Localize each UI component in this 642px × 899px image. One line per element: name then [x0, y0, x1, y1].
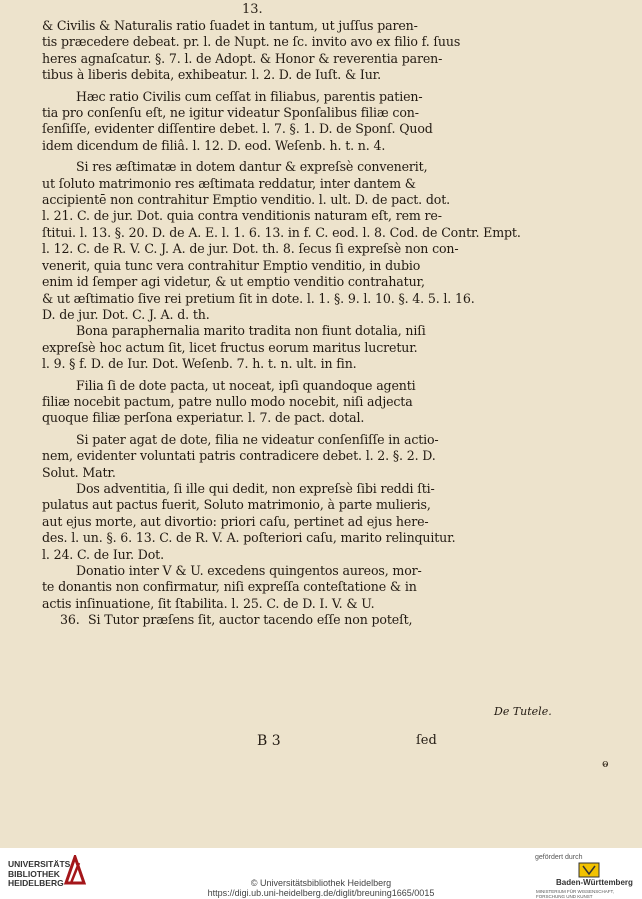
text-line: filiæ nocebit pactum, patre nullo modo nocebit, niſi adjecta [42, 393, 413, 409]
text-line: Filia ſi de dote pacta, ut noceat, ipſi quandoque agenti [76, 377, 416, 393]
text-line: & Civilis & Naturalis ratio ſuadet in tantum, ut juſſus paren- [42, 18, 418, 33]
text-line: l. 24. C. de Iur. Dot. [42, 546, 164, 562]
text-line: aut ejus morte, aut divortio: priori caſu, pertinet ad ejus here- [42, 513, 429, 529]
text-line: venerit, quia tunc vera contrahitur Emptio venditio, in dubio [42, 257, 421, 273]
text-line: ut ſoluto matrimonio res æſtimata reddatur, inter dantem & [42, 175, 416, 191]
sponsor-name: Baden-Württemberg [556, 878, 633, 887]
text-line: Si pater agat de dote, filia ne videatur conſenſiſſe in actio- [76, 431, 439, 447]
source-url[interactable]: https://digi.ub.uni-heidelberg.de/diglit/breuning1665/0015 [207, 888, 435, 898]
paragraph-text: Si Tutor præſens ſit, auctor tacendo eſſe non poteſt, [88, 612, 413, 628]
text-line: tis præcedere debeat. pr. l. de Nupt. ne ſc. invito avo ex filio f. ſuus [42, 34, 461, 50]
text-line: Hæc ratio Civilis cum ceſſat in filiabus, parentis patien- [76, 88, 423, 104]
text-line: Bona paraphernalia marito tradita non fiunt dotalia, niſi [76, 323, 426, 339]
text-line: l. 21. C. de jur. Dot. quia contra venditionis naturam eſt, rem re- [42, 208, 442, 224]
text-line: des. l. un. §. 6. 13. C. de R. V. A. poſteriori caſu, marito relinquitur. [42, 530, 456, 546]
text-line: Donatio inter V & U. excedens quingentos aureos, mor- [76, 563, 422, 578]
text-line: pulatus aut pactus fuerit, Soluto matrimonio, à parte mulieris, [42, 497, 431, 513]
text-line: expreſsè hoc actum ſit, licet fructus eorum maritus lucretur. [42, 339, 418, 355]
page-number: 13. [242, 2, 263, 17]
catchword: ſed [416, 733, 437, 748]
signature-mark: B 3 [257, 733, 281, 749]
state-crest-icon [578, 862, 600, 878]
text-line: quoque filiæ perſona experiatur. l. 7. de pact. dotal. [42, 410, 365, 426]
funded-by-label: gefördert durch [535, 854, 583, 861]
sponsor-subtitle: MINISTERIUM FÜR WISSENSCHAFT, FORSCHUNG UND KUNST [536, 889, 615, 899]
copyright-notice: © Universitätsbibliothek Heidelberg [250, 878, 392, 888]
text-line: D. de jur. Dot. C. J. A. d. th. [42, 306, 210, 322]
margin-note: De Tutele. [494, 705, 552, 718]
text-line: l. 9. § f. D. de Iur. Dot. Weſenb. 7. h. t. n. ult. in fin. [42, 356, 357, 372]
text-line: Solut. Matr. [42, 464, 116, 480]
text-line: tibus à liberis debita, exhibeatur. l. 2. D. de Iuſt. & Iur. [42, 67, 382, 83]
text-line: actis inſinuatione, ſit ſtabilita. l. 25. C. de D. I. V. & U. [42, 595, 375, 611]
text-line: accipientē non contrahitur Emptio venditio. l. ult. D. de pact. dot. [42, 192, 450, 208]
library-logo-text: UNIVERSITÄTS- BIBLIOTHEK HEIDELBERG [8, 859, 74, 888]
text-line: Si res æſtimatæ in dotem dantur & expreſsè convenerit, [76, 159, 428, 175]
text-line: enim id ſemper agi videtur, & ut emptio venditio contrahatur, [42, 274, 425, 290]
text-line: ſtitui. l. 13. §. 20. D. de A. E. l. 1. 6. 13. in f. C. eod. l. 8. Cod. de Contr. Empt. [42, 224, 521, 240]
text-line: idem dicendum de filiâ. l. 12. D. eod. Weſenb. h. t. n. 4. [42, 137, 386, 153]
text-line: te donantis non confirmatur, niſi expreſſa conteſtatione & in [42, 579, 417, 595]
paragraph-number: 36. [60, 612, 80, 628]
text-line: & ut æſtimatio ſive rei pretium ſit in dote. l. 1. §. 9. l. 10. §. 4. 5. l. 16. [42, 290, 475, 306]
text-line: nem, evidenter voluntati patris contradicere debet. l. 2. §. 2. D. [42, 448, 436, 464]
text-line: l. 12. C. de R. V. C. J. A. de jur. Dot. th. 8. ſecus ſi expreſsè non con- [42, 241, 459, 257]
numbered-paragraph [42, 612, 484, 628]
text-line: Dos adventitia, ſi ille qui dedit, non expreſsè ſibi reddi ſti- [76, 480, 435, 496]
ink-mark: ⱺ [602, 757, 609, 770]
body-text [42, 18, 521, 629]
text-line: ſenſiſſe, evidenter diſſentire debet. l. 7. §. 1. D. de Sponſ. Quod [42, 121, 433, 137]
text-line: tia pro conſenſu eſt, ne igitur videatur Sponſalibus filiæ con- [42, 105, 419, 121]
text-line: heres agnaſcatur. §. 7. l. de Adopt. & Honor & reverentia paren- [42, 50, 443, 66]
